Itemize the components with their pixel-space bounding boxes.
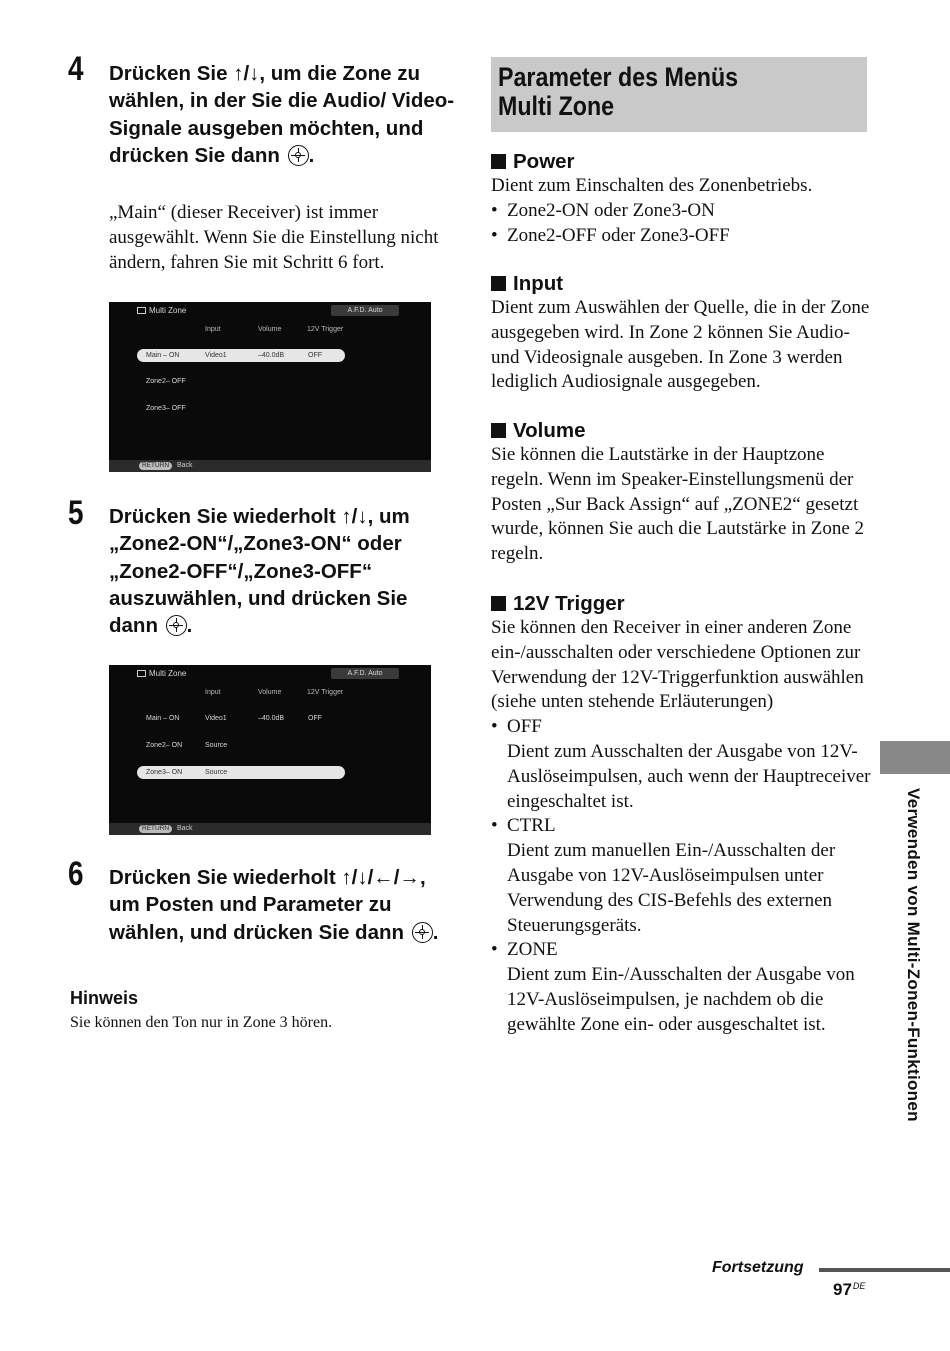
volume-heading bbox=[491, 419, 586, 443]
input-title: Input bbox=[513, 272, 564, 295]
power-heading bbox=[491, 150, 575, 174]
square-bullet-icon bbox=[491, 276, 506, 291]
volume-text: Sie können die Lautstärke in der Hauptzone regeln. Wenn im Speaker-Einstellungsmenü der Posten „Sur Back Assign“ auf „ZONE2“ gesetzt wurde, können Sie auch die Lautstärke in Zone 2 regeln. bbox=[491, 444, 865, 565]
option-label: OFF bbox=[507, 716, 542, 738]
back-label: Back bbox=[177, 462, 193, 469]
page-suffix: DE bbox=[852, 1281, 866, 1291]
osd-title: Multi Zone bbox=[149, 669, 187, 678]
zone-trigger: OFF bbox=[308, 715, 322, 722]
power-text: Dient zum Einschalten des Zonenbetriebs. bbox=[491, 175, 813, 196]
col-header: Input bbox=[205, 326, 221, 333]
step-heading-text: Drücken Sie ↑/↓, um die Zone zu wählen, in der Sie die Audio/ Video-Signale ausgeben möchten, und drücken Sie dann bbox=[109, 62, 455, 167]
hint-text: Sie können den Ton nur in Zone 3 hören. bbox=[70, 1014, 333, 1031]
zone-label: Zone3– ON bbox=[146, 769, 183, 776]
input-heading bbox=[491, 272, 563, 296]
page-number bbox=[833, 1280, 865, 1300]
input-text: Dient zum Auswählen der Quelle, die in der Zone ausgegeben wird. In Zone 2 können Sie Audio- und Videosignale ausgeben. In Zone 3 werden lediglich Audiosignale ausgegeben. bbox=[491, 297, 870, 393]
zone-input: Source bbox=[205, 769, 228, 776]
step-heading-end: . bbox=[432, 920, 439, 944]
square-bullet-icon bbox=[491, 596, 506, 611]
step-heading bbox=[109, 60, 459, 169]
zone-volume: –40.0dB bbox=[258, 352, 285, 359]
col-header: Volume bbox=[258, 326, 282, 333]
zone-label: Main – ON bbox=[146, 352, 180, 359]
trigger-text: Sie können den Receiver in einer anderen Zone ein-/ausschalten oder verschiedene Optionen zur Verwendung der 12V-Triggerfunktion auswählen (siehe unten stehende Erläuterungen) bbox=[491, 617, 864, 713]
bullet-text: Zone2-OFF oder Zone3-OFF bbox=[507, 224, 730, 246]
col-header: 12V Trigger bbox=[307, 326, 344, 333]
afd-indicator: A.F.D. Auto bbox=[331, 668, 399, 679]
col-header: Input bbox=[205, 689, 221, 696]
zone-label: Zone2– ON bbox=[146, 742, 183, 749]
section-banner bbox=[491, 57, 867, 132]
osd-screen bbox=[109, 302, 431, 472]
trigger-title: 12V Trigger bbox=[513, 592, 625, 615]
zone-label: Zone2– OFF bbox=[146, 378, 186, 385]
step-heading-end: . bbox=[186, 614, 193, 638]
enter-icon bbox=[166, 615, 187, 636]
square-bullet-icon bbox=[491, 154, 506, 169]
list-item: • Zone2-OFF oder Zone3-OFF bbox=[491, 224, 730, 246]
power-title: Power bbox=[513, 150, 575, 173]
step-heading-end: . bbox=[308, 143, 315, 167]
afd-indicator: A.F.D. Auto bbox=[331, 305, 399, 316]
chapter-tab bbox=[880, 741, 950, 774]
col-header: 12V Trigger bbox=[307, 689, 344, 696]
list-item: • ZONE bbox=[491, 939, 558, 961]
banner-title: Parameter des Menüs Multi Zone bbox=[498, 62, 739, 121]
menu-icon bbox=[137, 307, 146, 314]
zone-row[interactable] bbox=[137, 349, 345, 362]
zone-input: Video1 bbox=[205, 715, 227, 722]
list-item: • Zone2-ON oder Zone3-ON bbox=[491, 199, 715, 221]
zone-volume: –40.0dB bbox=[258, 715, 285, 722]
enter-icon bbox=[288, 145, 309, 166]
input-section bbox=[491, 296, 871, 395]
list-item: • CTRL bbox=[491, 815, 556, 837]
bullet-text: Zone2-ON oder Zone3-ON bbox=[507, 199, 715, 221]
col-header: Volume bbox=[258, 689, 282, 696]
step-heading bbox=[109, 503, 459, 639]
trigger-section bbox=[491, 616, 871, 1038]
osd-title: Multi Zone bbox=[149, 306, 187, 315]
zone-row[interactable] bbox=[137, 402, 345, 415]
continued-label: Fortsetzung bbox=[712, 1259, 804, 1276]
zone-row[interactable] bbox=[137, 739, 345, 752]
step-heading bbox=[109, 864, 439, 946]
step-body: „Main“ (dieser Receiver) ist immer ausgewählt. Wenn Sie die Einstellung nicht ändern, fahren Sie mit Schritt 6 fort. bbox=[109, 202, 439, 273]
option-desc: Dient zum Ausschalten der Ausgabe von 12V-Auslöseimpulsen, auch wenn der Hauptreceiver eingeschaltet ist. bbox=[507, 740, 871, 812]
step-number: 6 bbox=[68, 855, 84, 893]
back-label: Back bbox=[177, 825, 193, 832]
option-label: CTRL bbox=[507, 815, 556, 837]
volume-section bbox=[491, 443, 871, 567]
square-bullet-icon bbox=[491, 423, 506, 438]
zone-row[interactable] bbox=[137, 766, 345, 779]
power-section bbox=[491, 174, 871, 248]
menu-icon bbox=[137, 670, 146, 677]
zone-row[interactable] bbox=[137, 712, 345, 725]
zone-input: Video1 bbox=[205, 352, 227, 359]
list-item: • OFF bbox=[491, 716, 542, 738]
step-number: 5 bbox=[68, 494, 84, 532]
step-heading-text: Drücken Sie wiederholt ↑/↓/←/→, um Posten und Parameter zu wählen, und drücken Sie dann bbox=[109, 866, 426, 944]
step-heading-text: Drücken Sie wiederholt ↑/↓, um „Zone2-ON“/„Zone3-ON“ oder „Zone2-OFF“/„Zone3-OFF“ auszuwählen, und drücken Sie dann bbox=[109, 505, 410, 638]
zone-label: Main – ON bbox=[146, 715, 180, 722]
return-button[interactable]: RETURN bbox=[139, 825, 172, 833]
zone-label: Zone3– OFF bbox=[146, 405, 186, 412]
step-number: 4 bbox=[68, 50, 84, 88]
continued-rule bbox=[819, 1268, 950, 1272]
page-number-value: 97 bbox=[833, 1280, 852, 1299]
zone-row[interactable] bbox=[137, 375, 345, 388]
zone-input: Source bbox=[205, 742, 228, 749]
volume-title: Volume bbox=[513, 419, 586, 442]
osd-screen bbox=[109, 665, 431, 835]
option-desc: Dient zum Ein-/Ausschalten der Ausgabe von 12V-Auslöseimpulsen, je nachdem ob die gewählte Zone ein- oder ausgeschaltet ist. bbox=[507, 964, 855, 1035]
option-label: ZONE bbox=[507, 939, 558, 961]
chapter-label: Verwenden von Multi-Zonen-Funktionen bbox=[904, 788, 923, 1122]
return-button[interactable]: RETURN bbox=[139, 462, 172, 470]
trigger-heading bbox=[491, 592, 625, 616]
hint-title: Hinweis bbox=[70, 988, 139, 1008]
zone-trigger: OFF bbox=[308, 352, 322, 359]
enter-icon bbox=[412, 922, 433, 943]
option-desc: Dient zum manuellen Ein-/Ausschalten der Ausgabe von 12V-Auslöseimpulsen unter Verwendung des CIS-Befehls des externen Steuerungsgeräts. bbox=[507, 840, 836, 936]
